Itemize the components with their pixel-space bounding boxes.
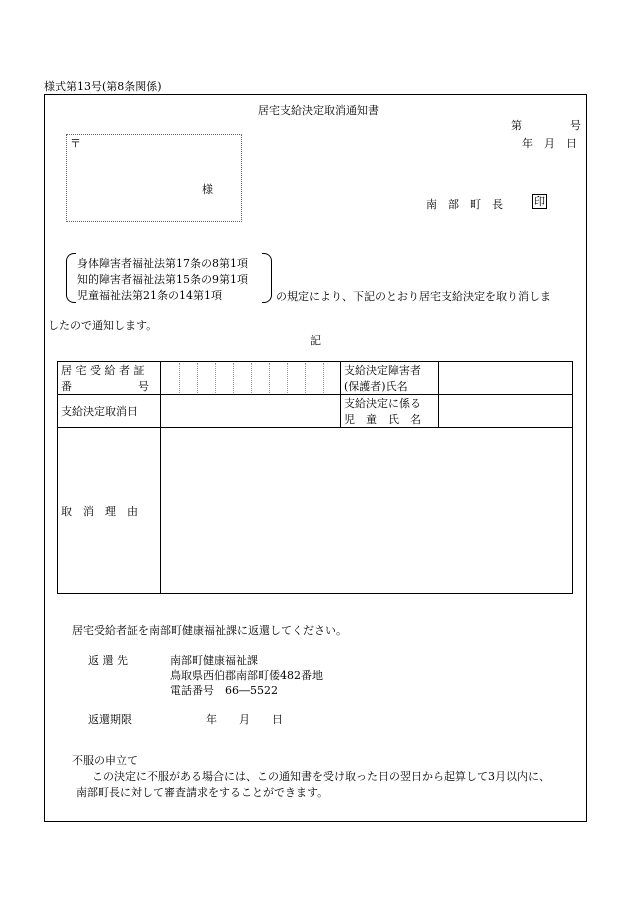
document-title: 居宅支給決定取消通知書 [258,104,379,117]
cancel-reason-label: 取 消 理 由 [58,428,161,594]
address-box [66,134,242,222]
person-name-label: 支給決定障害者 (保護者)氏名 [341,362,439,395]
return-dest-line-1: 南部町健康福祉課 [170,654,258,667]
body-line-1: の規定により、下記のとおり居宅支給決定を取り消しま [276,290,551,303]
return-dest-line-2: 鳥取県西伯郡南部町倭482番地 [170,669,323,682]
law-bracket [66,253,272,303]
cert-number-cell [161,362,341,395]
cancel-date-cell [161,395,341,428]
deadline-label: 返還期限 [88,713,132,726]
body-line-2: したので通知します。 [48,319,158,332]
child-name-cell [439,395,573,428]
cancel-date-label: 支給決定取消日 [58,395,161,428]
ki-label: 記 [310,334,321,347]
cancel-reason-cell [161,428,573,594]
appeal-line-1: この決定に不服がある場合には、この通知書を受け取った日の翌日から起算して3月以内に、 [92,770,550,783]
doc-number-go: 号 [570,119,581,132]
notice-table [57,361,573,594]
appeal-line-2: 南部町長に対して審査請求をすることができます。 [76,786,329,799]
seal-mark: 印 [534,195,545,208]
child-name-label: 支給決定に係る 児 童 氏 名 [341,395,439,428]
doc-number-dai: 第 [511,119,522,132]
issue-date: 年 月 日 [522,137,577,150]
return-dest-label: 返 還 先 [88,654,128,667]
postal-mark: 〒 [70,137,81,150]
cert-number-label: 居 宅 受 給 者 証 番 号 [58,362,161,395]
law-line-1: 身体障害者福祉法第17条の8第1項 [77,257,248,270]
return-dest-line-3: 電話番号 66―5522 [170,684,278,697]
recipient-suffix: 様 [202,183,213,196]
deadline-date: 年 月 日 [206,713,283,726]
issuer-name: 南 部 町 長 [426,198,503,211]
appeal-title: 不服の申立て [72,754,138,767]
form-number: 様式第13号(第8条関係) [44,80,162,93]
return-notice: 居宅受給者証を南部町健康福祉課に返還してください。 [72,624,347,637]
person-name-cell [439,362,573,395]
law-line-2: 知的障害者福祉法第15条の9第1項 [77,273,248,286]
law-line-3: 児童福祉法第21条の14第1項 [77,289,222,302]
